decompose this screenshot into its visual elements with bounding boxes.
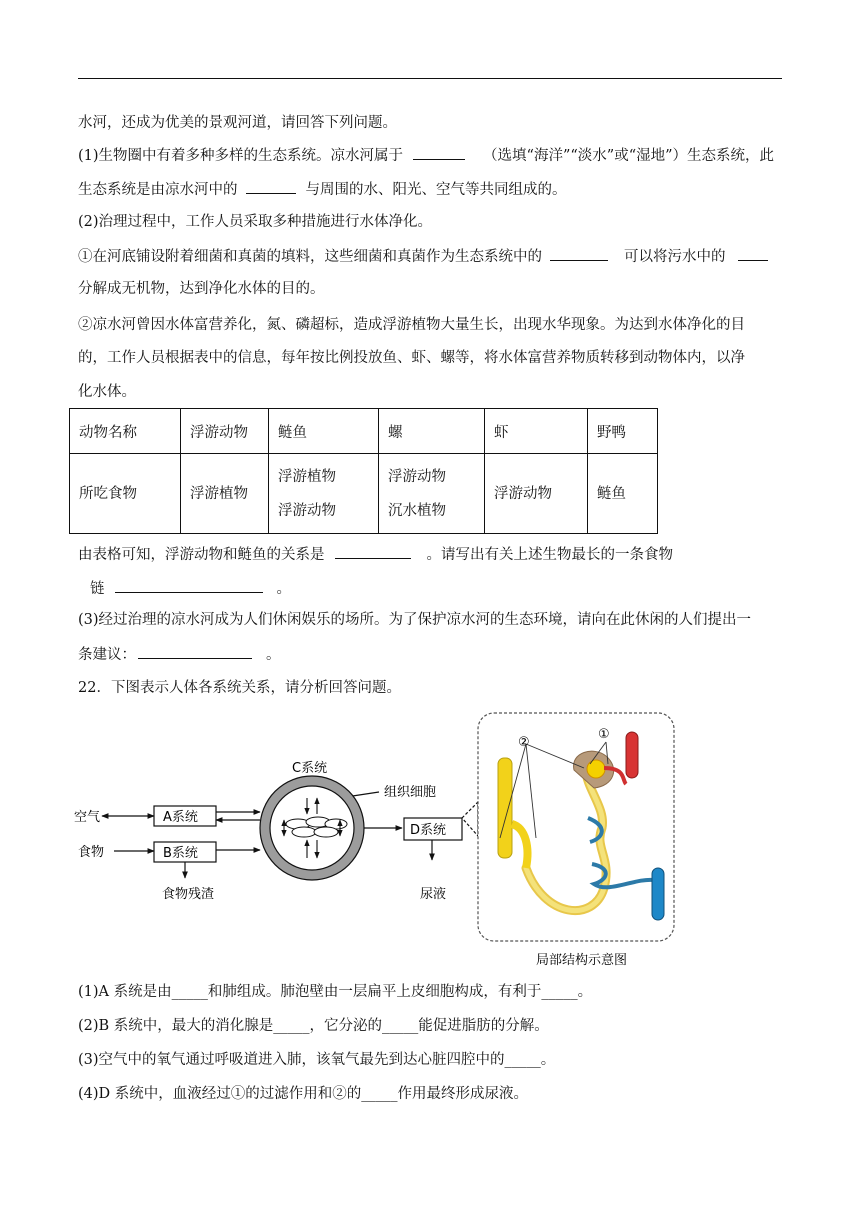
text-fragment: （选填“海洋”“淡水”或“湿地”）生态系统，此 (483, 148, 775, 164)
table-cell: 浮游植物 (181, 454, 269, 534)
d-system-label: D系统 (410, 823, 447, 838)
urine-label: 尿液 (420, 887, 447, 902)
cell-line: 沉水植物 (388, 502, 446, 519)
question-2-line: (2)治理过程中，工作人员采取多种措施进行水体净化。 (78, 214, 433, 230)
c-system-vessel (260, 776, 364, 880)
header-rule (78, 78, 782, 79)
question-2-line: ②凉水河曾因水体富营养化，氮、磷超标，造成浮游植物大量生长，出现水华现象。为达到水体净化的目 (78, 317, 745, 333)
marker-1-label: ① (598, 727, 610, 742)
table-cell (269, 454, 379, 534)
question-2-line (90, 580, 796, 598)
callout-pointer (462, 802, 478, 836)
question-2-line (78, 546, 784, 564)
cell-line: 浮游动物 (278, 502, 336, 519)
text-fragment: ①在河底铺设附着细菌和真菌的填料，这些细菌和真菌作为生态系统中的 (78, 249, 542, 265)
sub-question-4: (4)D 系统中，血液经过①的过滤作用和②的_____作用最终形成尿液。 (78, 1086, 529, 1102)
air-label: 空气 (74, 810, 101, 825)
question-3-line: (3)经过治理的凉水河成为人们休闲娱乐的场所。为了保护凉水河的生态环境，请向在此休闲的人们提出一 (78, 612, 752, 628)
answer-blank[interactable] (138, 646, 252, 659)
text-fragment: 可以将污水中的 (624, 249, 726, 265)
cell-line: 浮游动物 (388, 468, 446, 485)
table-header-cell: 螺 (379, 409, 485, 454)
paragraph-line: 水河，还成为优美的景观河道，请回答下列问题。 (78, 115, 397, 131)
b-system-label: B系统 (163, 846, 198, 861)
table-cell: 鲢鱼 (588, 454, 658, 534)
text-fragment: 。请写出有关上述生物最长的一条食物 (426, 547, 673, 563)
text-fragment: 。 (266, 647, 281, 663)
cell-line: 浮游植物 (278, 468, 336, 485)
c-system-label: C系统 (292, 761, 328, 776)
food-label: 食物 (78, 845, 105, 860)
question-1-line (78, 147, 784, 165)
answer-blank[interactable] (550, 248, 608, 261)
answer-blank[interactable] (413, 147, 465, 160)
table-row (70, 409, 658, 454)
question-2-line: 化水体。 (78, 384, 136, 400)
text-fragment: 。 (276, 581, 291, 597)
question-1-line (78, 181, 784, 199)
sub-question-2: (2)B 系统中，最大的消化腺是_____，它分泌的_____能促进脂肪的分解。 (78, 1018, 549, 1034)
answer-blank[interactable] (246, 181, 296, 194)
text-fragment: 链 (90, 581, 105, 597)
sub-question-3: (3)空气中的氧气通过呼吸道进入肺，该氧气最先到达心脏四腔中的_____。 (78, 1052, 556, 1068)
question-22-title: 22．下图表示人体各系统关系，请分析回答问题。 (78, 680, 401, 696)
text-fragment: 由表格可知，浮游动物和鲢鱼的关系是 (78, 547, 325, 563)
answer-blank[interactable] (335, 546, 411, 559)
table-cell: 浮游动物 (485, 454, 588, 534)
question-2-line: 分解成无机物，达到净化水体的目的。 (78, 281, 325, 297)
table-cell (379, 454, 485, 534)
tissue-cells-label: 组织细胞 (384, 785, 437, 800)
answer-blank[interactable] (738, 248, 768, 261)
table-header-cell: 野鸭 (588, 409, 658, 454)
marker-2-label: ② (518, 735, 530, 750)
question-2-line (78, 248, 784, 266)
human-systems-diagram (74, 708, 684, 970)
table-header-cell: 鲢鱼 (269, 409, 379, 454)
sub-question-1: (1)A 系统是由_____和肺组成。肺泡壁由一层扁平上皮细胞构成，有利于_____。 (78, 984, 593, 1000)
callout-caption: 局部结构示意图 (536, 953, 628, 968)
text-fragment: (1)生物圈中有着多种多样的生态系统。凉水河属于 (78, 148, 404, 164)
question-2-line: 的，工作人员根据表中的信息，每年按比例投放鱼、虾、螺等，将水体富营养物质转移到动物体内，以净 (78, 350, 745, 366)
table-header-cell: 虾 (485, 409, 588, 454)
table-header-cell: 浮游动物 (181, 409, 269, 454)
question-3-line (78, 646, 784, 664)
food-residue-label: 食物残渣 (162, 887, 215, 902)
table-cell: 所吃食物 (70, 454, 181, 534)
food-table (69, 408, 658, 534)
text-fragment: 与周围的水、阳光、空气等共同组成的。 (305, 182, 567, 198)
answer-blank[interactable] (115, 580, 263, 593)
text-fragment: 生态系统是由凉水河中的 (78, 182, 238, 198)
text-fragment: 条建议： (78, 647, 136, 663)
table-header-cell: 动物名称 (70, 409, 181, 454)
a-system-label: A系统 (163, 810, 198, 825)
table-row (70, 454, 658, 534)
